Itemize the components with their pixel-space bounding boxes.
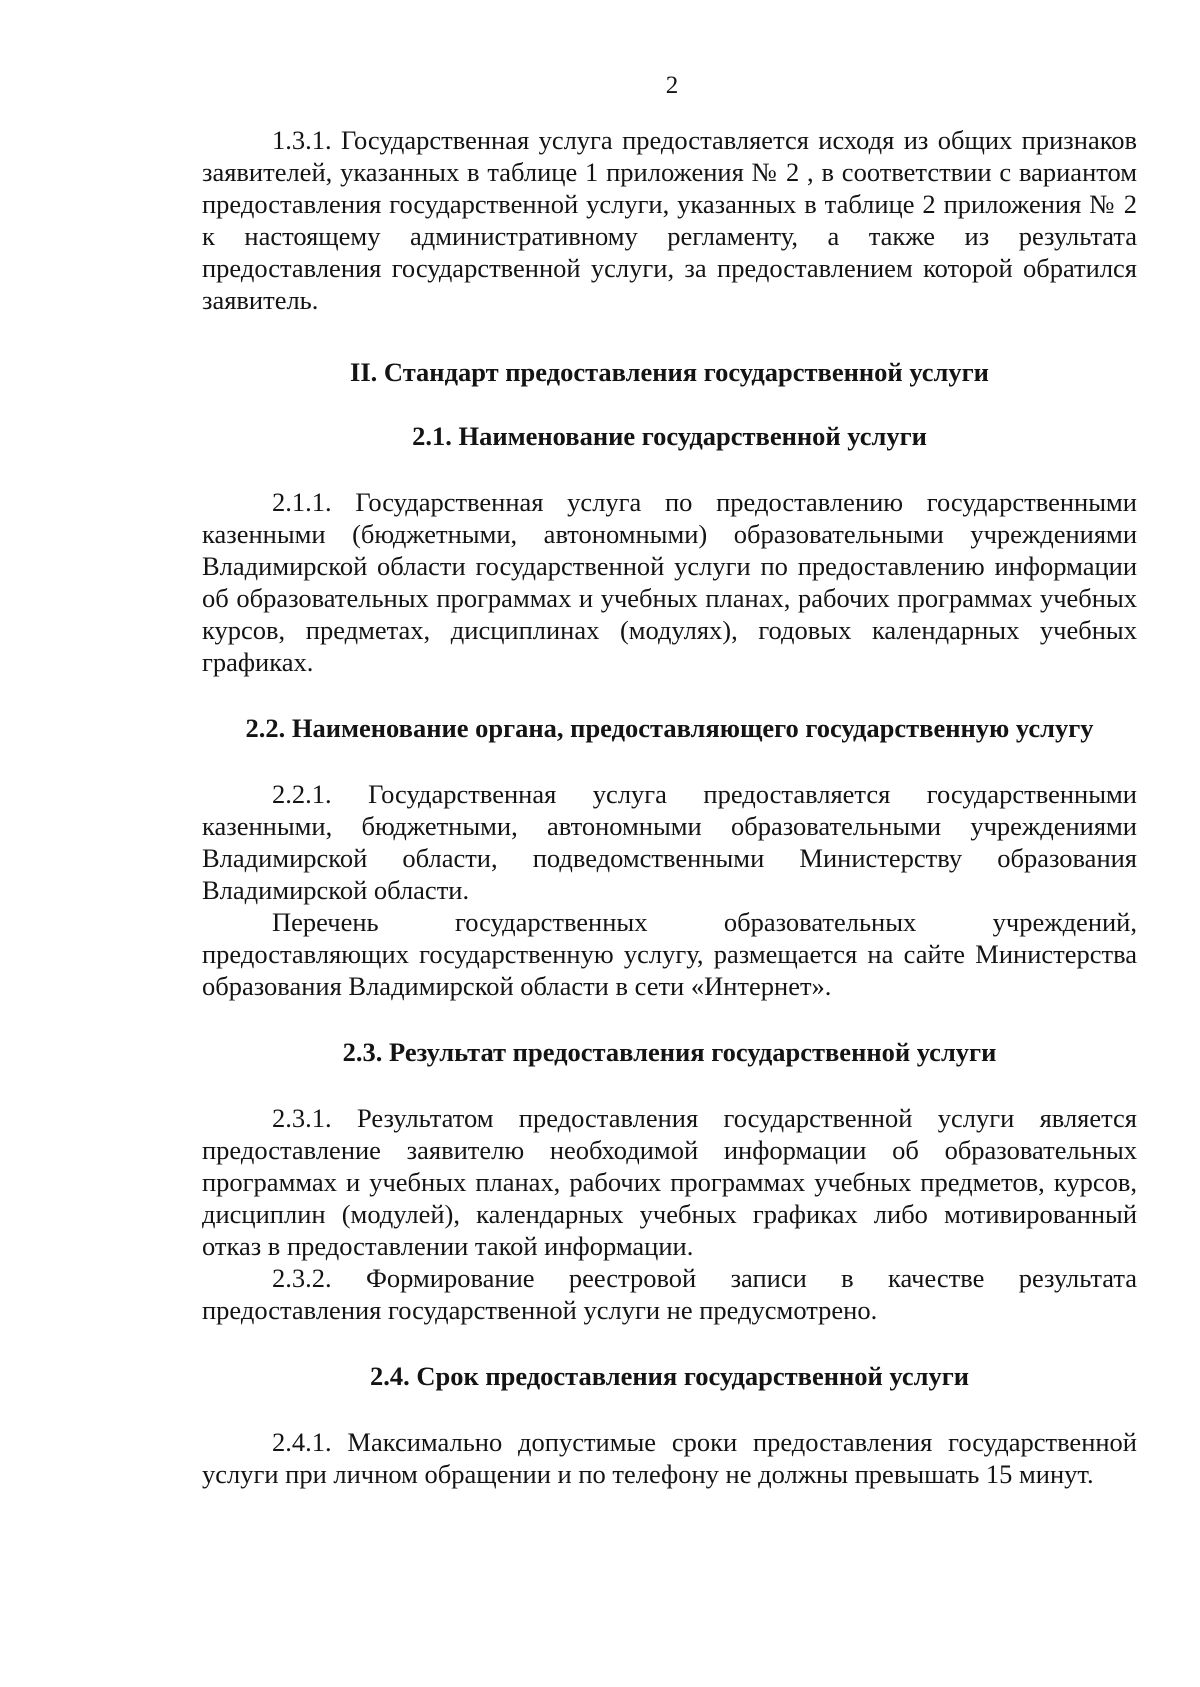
- subsection-heading-2-2: 2.2. Наименование органа, предоставляющего государственную услугу: [245, 713, 1094, 743]
- paragraph-2-2-1: 2.2.1. Государственная услуга предоставляется государственными казенными, бюджетными, автономными образовательными учреждениями Владимирской области, подведомственными Министерству образования Владимирской области.: [202, 779, 1137, 905]
- paragraph-2-2-list: Перечень государственных образовательных учреждений, предоставляющих государственную услугу, размещается на сайте Министерства образования Владимирской области в сети «Интернет».: [202, 907, 1137, 1001]
- paragraph-2-1-1: 2.1.1. Государственная услуга по предоставлению государственными казенными (бюджетными, автономными) образовательными учреждениями Владимирской области государственной услуги по предоставлению информации об образовательных программах и учебных планах, рабочих программах учебных курсов, предметах, дисциплинах (модулях), годовых календарных учебных графиках.: [202, 487, 1137, 677]
- page-number: 2: [665, 72, 679, 99]
- paragraph-2-3-2: 2.3.2. Формирование реестровой записи в качестве результата предоставления государственной услуги не предусмотрено.: [202, 1263, 1137, 1325]
- document-body: [202, 124, 1137, 1490]
- section-heading-ii: II. Стандарт предоставления государственной услуги: [350, 357, 989, 387]
- paragraph-2-3-1: 2.3.1. Результатом предоставления государственной услуги является предоставление заявителю необходимой информации об образовательных программах и учебных планах, рабочих программах учебных предметов, курсов, дисциплин (модулей), календарных учебных графиках либо мотивированный отказ в предоставлении такой информации.: [202, 1103, 1137, 1261]
- paragraph-2-4-1: 2.4.1. Максимально допустимые сроки предоставления государственной услуги при личном обращении и по телефону не должны превышать 15 минут.: [202, 1427, 1137, 1489]
- subsection-heading-2-1: 2.1. Наименование государственной услуги: [412, 421, 927, 451]
- subsection-heading-2-4: 2.4. Срок предоставления государственной услуги: [369, 1361, 970, 1391]
- subsection-heading-2-3: 2.3. Результат предоставления государственной услуги: [342, 1037, 997, 1067]
- paragraph-1-3-1: 1.3.1. Государственная услуга предоставляется исходя из общих признаков заявителей, указанных в таблице 1 приложения № 2 , в соответствии с вариантом предоставления государственной услуги, указанных в таблице 2 приложения № 2 к настоящему административному регламенту, а также из результата предоставления государственной услуги, за предоставлением которой обратился заявитель.: [202, 125, 1137, 315]
